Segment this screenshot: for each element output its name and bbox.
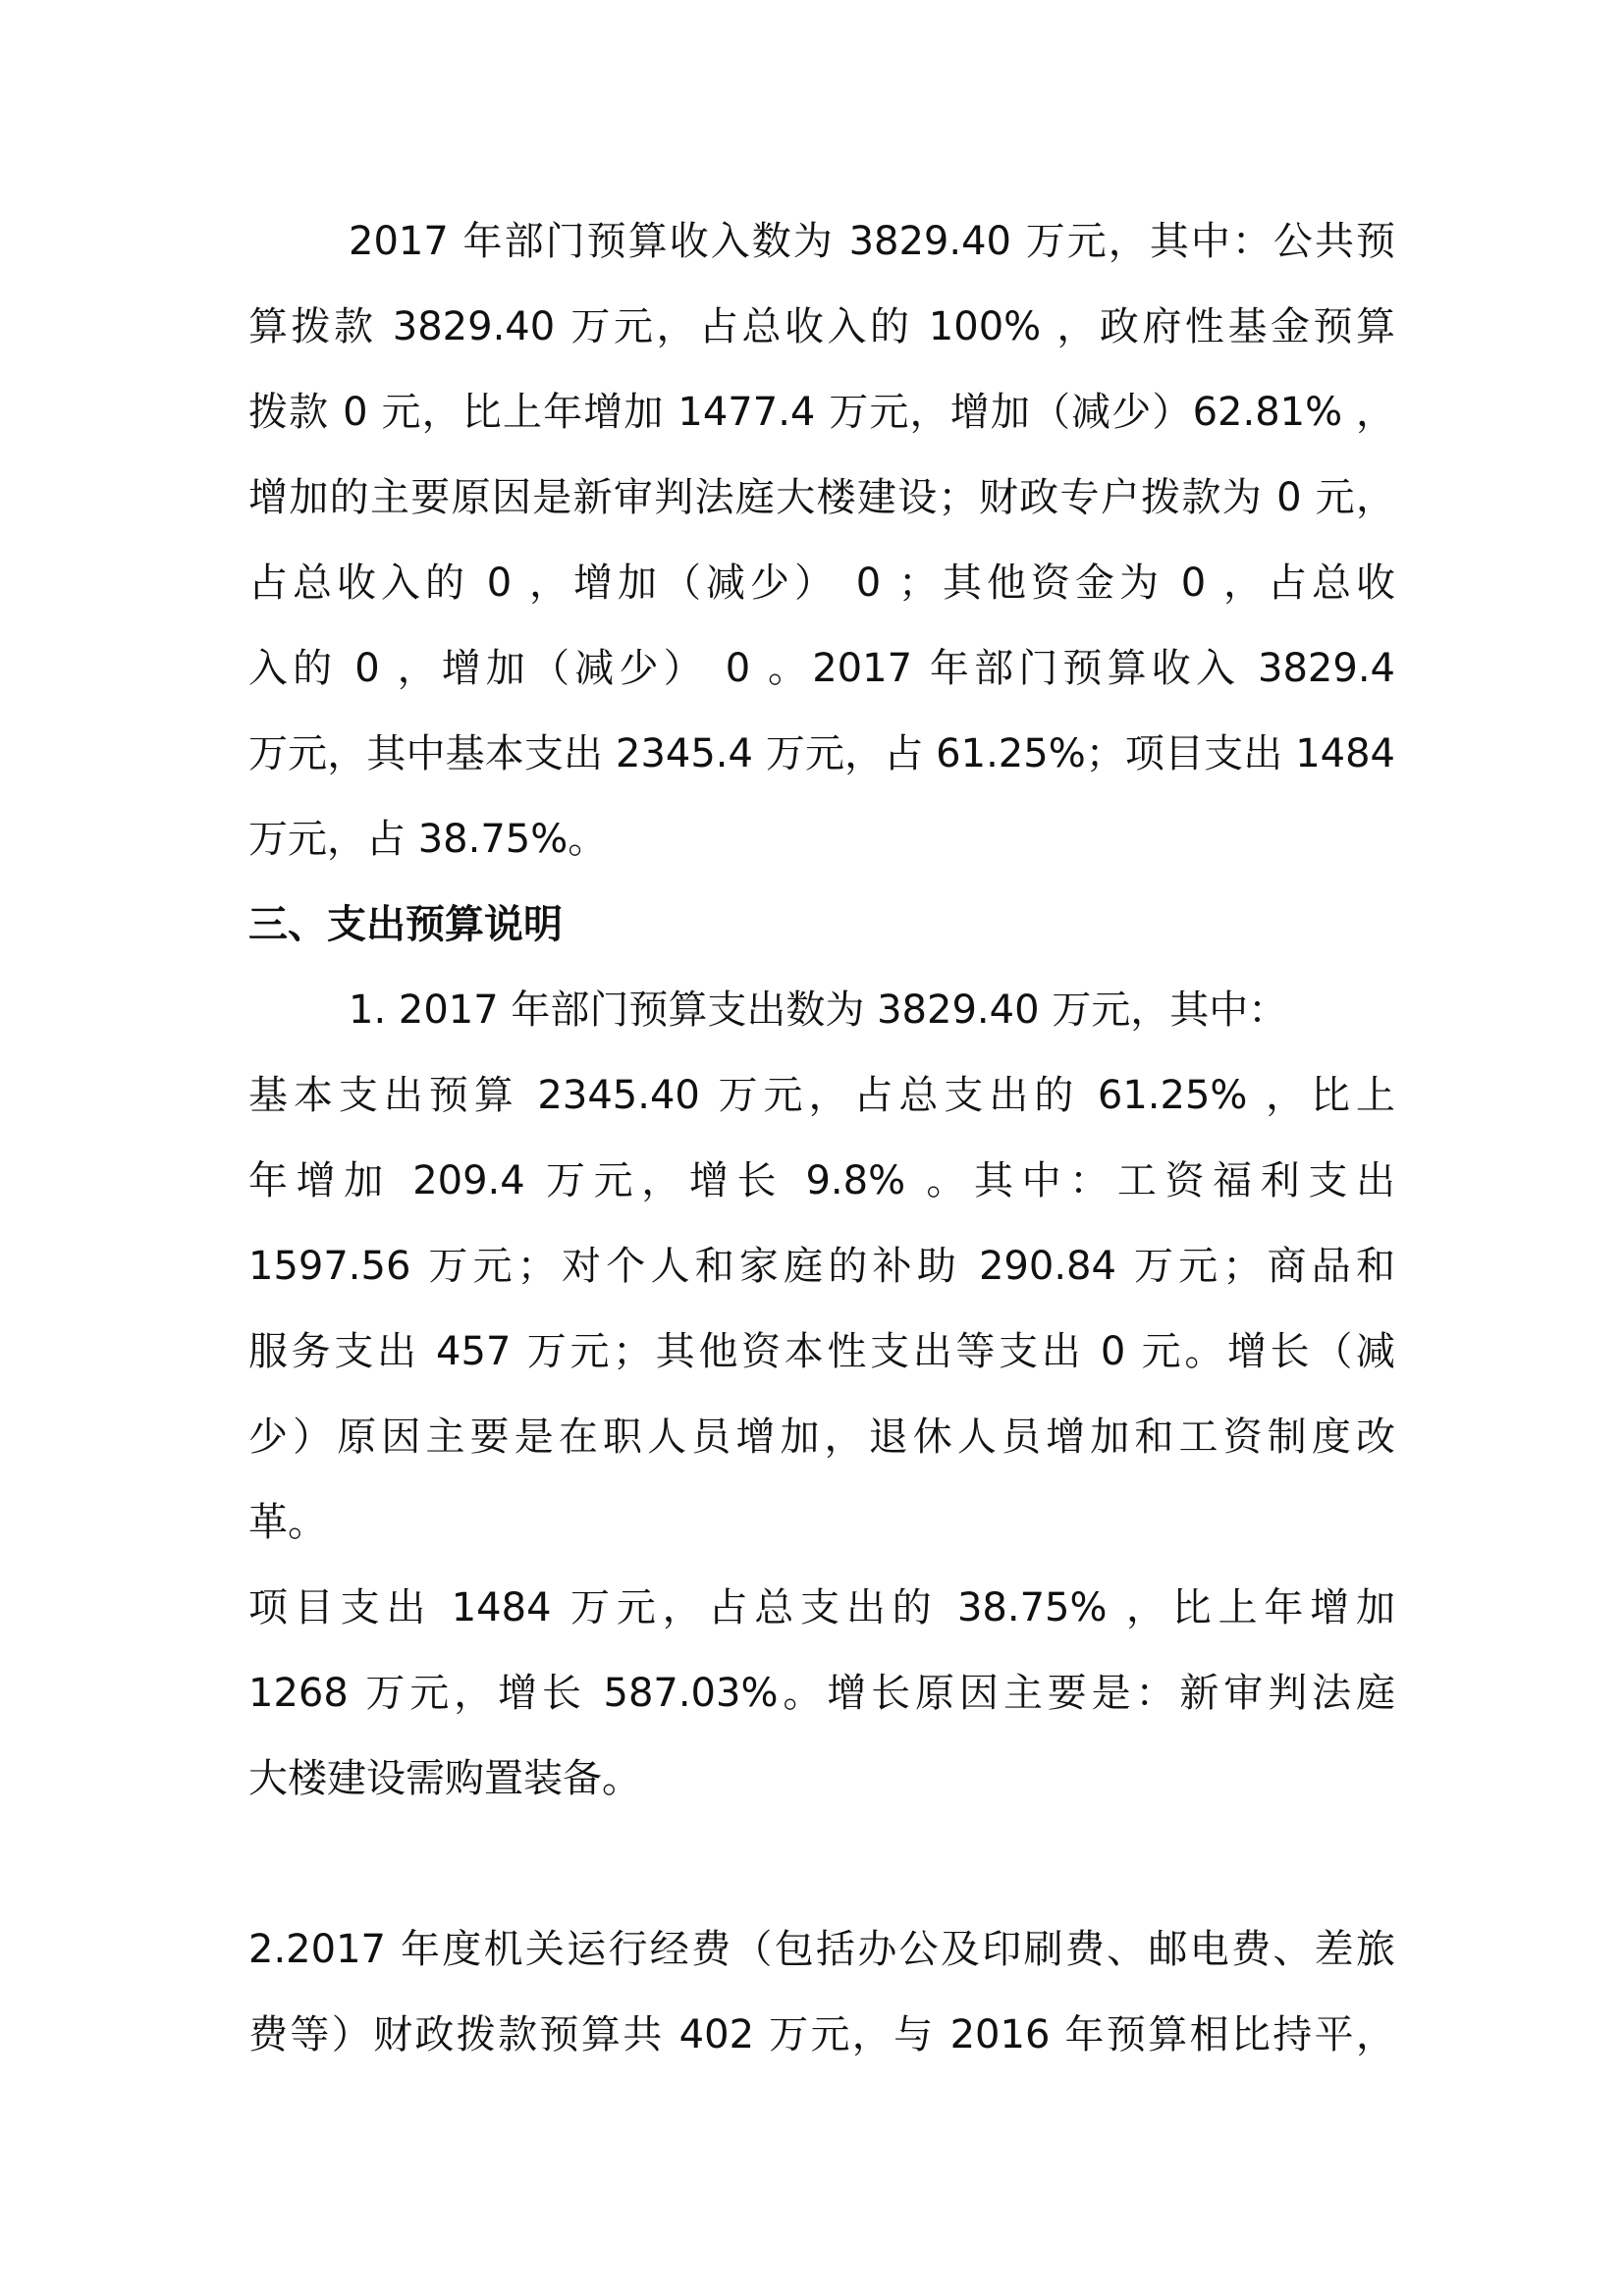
expense2-line-1: 2.2017 年度机关运行经费（包括办公及印刷费、邮电费、差旅 [248, 1927, 1395, 1972]
income-line-4: 增加的主要原因是新审判法庭大楼建设；财政专户拨款为 0 元， [248, 475, 1395, 520]
income-line-1: 2017 年部门预算收入数为 3829.40 万元，其中：公共预 [349, 219, 1395, 264]
income-line-6: 入的 0 ，增加（减少） 0 。2017 年部门预算收入 3829.4 [248, 646, 1395, 691]
expense1-line-2: 基本支出预算 2345.40 万元，占总支出的 61.25% ，比上 [248, 1073, 1395, 1118]
expense1-line-5: 服务支出 457 万元；其他资本性支出等支出 0 元。增长（减 [248, 1329, 1395, 1374]
expense1-line-4: 1597.56 万元；对个人和家庭的补助 290.84 万元；商品和 [248, 1244, 1395, 1289]
project-line-2: 1268 万元，增长 587.03%。增长原因主要是：新审判法庭 [248, 1671, 1395, 1716]
expense1-line-1: 1. 2017 年部门预算支出数为 3829.40 万元，其中： [349, 988, 1288, 1033]
expense1-line-3: 年增加 209.4 万元，增长 9.8% 。其中：工资福利支出 [248, 1158, 1395, 1203]
expense1-line-7: 革。 [248, 1500, 327, 1545]
income-line-7: 万元，其中基本支出 2345.4 万元，占 61.25%；项目支出 1484 [248, 731, 1395, 776]
income-line-8: 万元，占 38.75%。 [248, 817, 608, 862]
expense1-line-6: 少）原因主要是在职人员增加，退休人员增加和工资制度改 [248, 1415, 1395, 1460]
income-line-2: 算拨款 3829.40 万元，占总收入的 100% ，政府性基金预算 [248, 304, 1395, 349]
section-heading: 三、支出预算说明 [248, 902, 563, 947]
income-line-3: 拨款 0 元，比上年增加 1477.4 万元，增加（减少）62.81% ， [248, 390, 1395, 435]
expense2-line-2: 费等）财政拨款预算共 402 万元，与 2016 年预算相比持平， [248, 2012, 1395, 2057]
project-line-3: 大楼建设需购置装备。 [248, 1756, 641, 1801]
project-line-1: 项目支出 1484 万元，占总支出的 38.75% ，比上年增加 [248, 1585, 1395, 1630]
income-line-5: 占总收入的 0 ，增加（减少） 0 ；其他资金为 0 ，占总收 [248, 561, 1395, 606]
